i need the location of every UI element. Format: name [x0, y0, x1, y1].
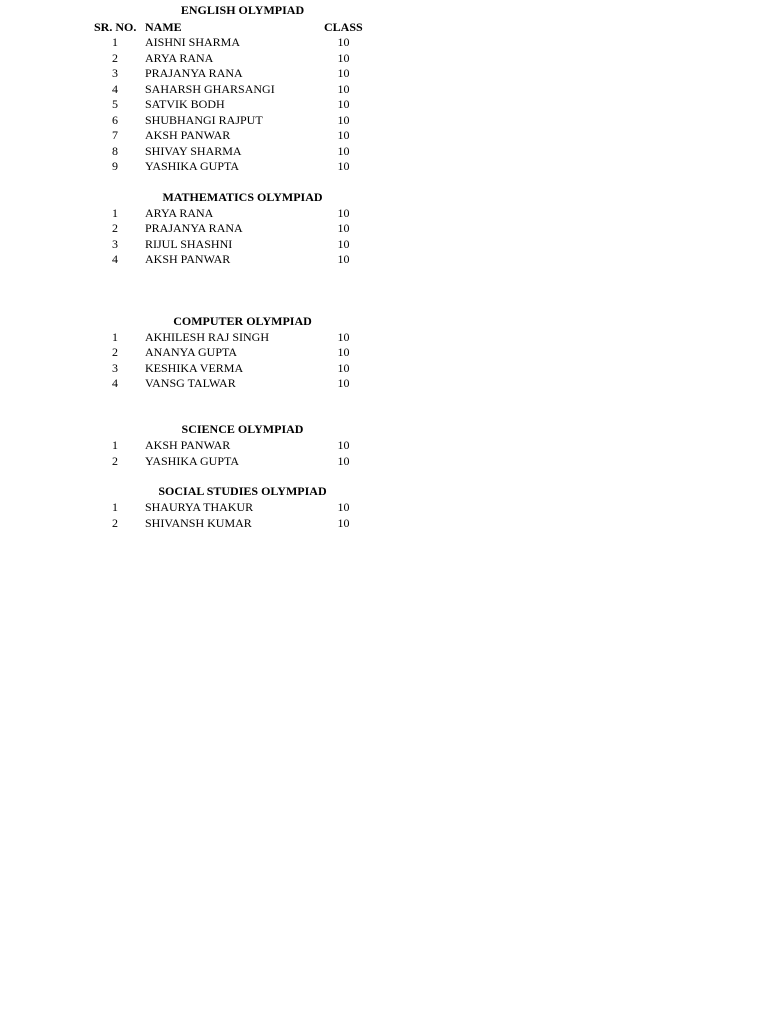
section-title-row	[0, 484, 400, 500]
table-row	[0, 35, 400, 51]
name-cell: RIJUL SHASHNI	[145, 236, 233, 251]
class-cell: 10	[337, 437, 350, 452]
sr-no-cell: 4	[112, 376, 118, 390]
name-cell: PRAJANYA RANA	[145, 66, 243, 80]
sr-no-cell: 3	[112, 360, 118, 375]
sr-no-cell: 3	[112, 66, 118, 80]
sr-no-cell: 4	[112, 252, 118, 266]
sr-no-cell: 2	[112, 453, 118, 468]
class-cell: 10	[337, 128, 350, 142]
table-row	[0, 66, 400, 82]
class-cell: 10	[337, 453, 350, 468]
class-cell: 10	[337, 112, 350, 127]
class-header: CLASS	[324, 19, 363, 34]
section-title-row	[0, 422, 400, 438]
class-cell: 10	[337, 221, 350, 235]
class-cell: 10	[337, 252, 350, 266]
class-cell: 10	[337, 97, 350, 111]
name-cell: AKHILESH RAJ SINGH	[145, 329, 270, 344]
sr-no-cell: 2	[112, 345, 118, 359]
sr-no-cell: 1	[112, 437, 118, 452]
sr-no-cell: 2	[112, 221, 118, 235]
class-cell: 10	[337, 329, 350, 344]
name-cell: AKSH PANWAR	[145, 252, 231, 266]
name-cell: SHAURYA THAKUR	[145, 499, 254, 514]
section-title: COMPUTER OLYMPIAD	[173, 314, 312, 328]
section-title: SOCIAL STUDIES OLYMPIAD	[158, 484, 327, 498]
class-cell: 10	[337, 205, 350, 220]
name-cell: AKSH PANWAR	[145, 437, 231, 452]
table-row	[0, 159, 400, 175]
table-row	[0, 500, 400, 516]
table-row	[0, 376, 400, 392]
table-row	[0, 237, 400, 253]
name-cell: AISHNI SHARMA	[145, 35, 241, 49]
name-cell: VANSG TALWAR	[145, 376, 236, 390]
table-row	[0, 252, 400, 268]
table-row	[0, 206, 400, 222]
name-cell: SHIVANSH KUMAR	[145, 515, 252, 530]
sr-no-cell: 5	[112, 97, 118, 111]
name-cell: SHIVAY SHARMA	[145, 143, 242, 158]
name-cell: SHUBHANGI RAJPUT	[145, 112, 263, 127]
table-row	[0, 361, 400, 377]
sr-no-cell: 3	[112, 236, 118, 251]
table-row	[0, 82, 400, 98]
table-row	[0, 438, 400, 454]
sr-no-cell: 1	[112, 205, 118, 220]
name-cell: YASHIKA GUPTA	[145, 453, 240, 468]
sr-no-cell: 6	[112, 112, 118, 127]
class-cell: 10	[337, 159, 350, 173]
table-row	[0, 221, 400, 237]
name-cell: ARYA RANA	[145, 50, 214, 65]
table-row	[0, 97, 400, 113]
class-cell: 10	[337, 143, 350, 158]
section-title-row	[0, 3, 400, 19]
section-title: MATHEMATICS OLYMPIAD	[162, 190, 323, 204]
column-header-row	[0, 20, 400, 36]
table-row	[0, 128, 400, 144]
name-cell: SATVIK BODH	[145, 97, 225, 111]
sr-no-cell: 1	[112, 329, 118, 344]
table-row	[0, 345, 400, 361]
class-cell: 10	[337, 50, 350, 65]
table-row	[0, 454, 400, 470]
sr-no-cell: 2	[112, 515, 118, 530]
sr-no-cell: 2	[112, 50, 118, 65]
section-title-row	[0, 190, 400, 206]
name-cell: ARYA RANA	[145, 205, 214, 220]
class-cell: 10	[337, 66, 350, 80]
class-cell: 10	[337, 499, 350, 514]
name-cell: KESHIKA VERMA	[145, 360, 244, 375]
table-row	[0, 113, 400, 129]
class-cell: 10	[337, 81, 350, 96]
table-row	[0, 330, 400, 346]
name-cell: ANANYA GUPTA	[145, 345, 238, 359]
class-cell: 10	[337, 360, 350, 375]
sr-no-cell: 8	[112, 143, 118, 158]
sr-no-cell: 4	[112, 81, 118, 96]
class-cell: 10	[337, 35, 350, 49]
class-cell: 10	[337, 515, 350, 530]
table-row	[0, 51, 400, 67]
class-cell: 10	[337, 345, 350, 359]
sr-no-cell: 7	[112, 128, 118, 142]
sr-no-header: SR. NO.	[94, 19, 137, 34]
name-cell: SAHARSH GHARSANGI	[145, 81, 275, 96]
sr-no-cell: 1	[112, 499, 118, 514]
table-row	[0, 144, 400, 160]
name-cell: PRAJANYA RANA	[145, 221, 243, 235]
table-row	[0, 516, 400, 532]
sr-no-cell: 9	[112, 159, 118, 173]
class-cell: 10	[337, 376, 350, 390]
section-title-row	[0, 314, 400, 330]
section-title: ENGLISH OLYMPIAD	[180, 3, 305, 17]
section-title: SCIENCE OLYMPIAD	[181, 422, 304, 436]
sr-no-cell: 1	[112, 35, 118, 49]
name-cell: YASHIKA GUPTA	[145, 159, 240, 173]
name-header: NAME	[145, 19, 182, 34]
name-cell: AKSH PANWAR	[145, 128, 231, 142]
class-cell: 10	[337, 236, 350, 251]
